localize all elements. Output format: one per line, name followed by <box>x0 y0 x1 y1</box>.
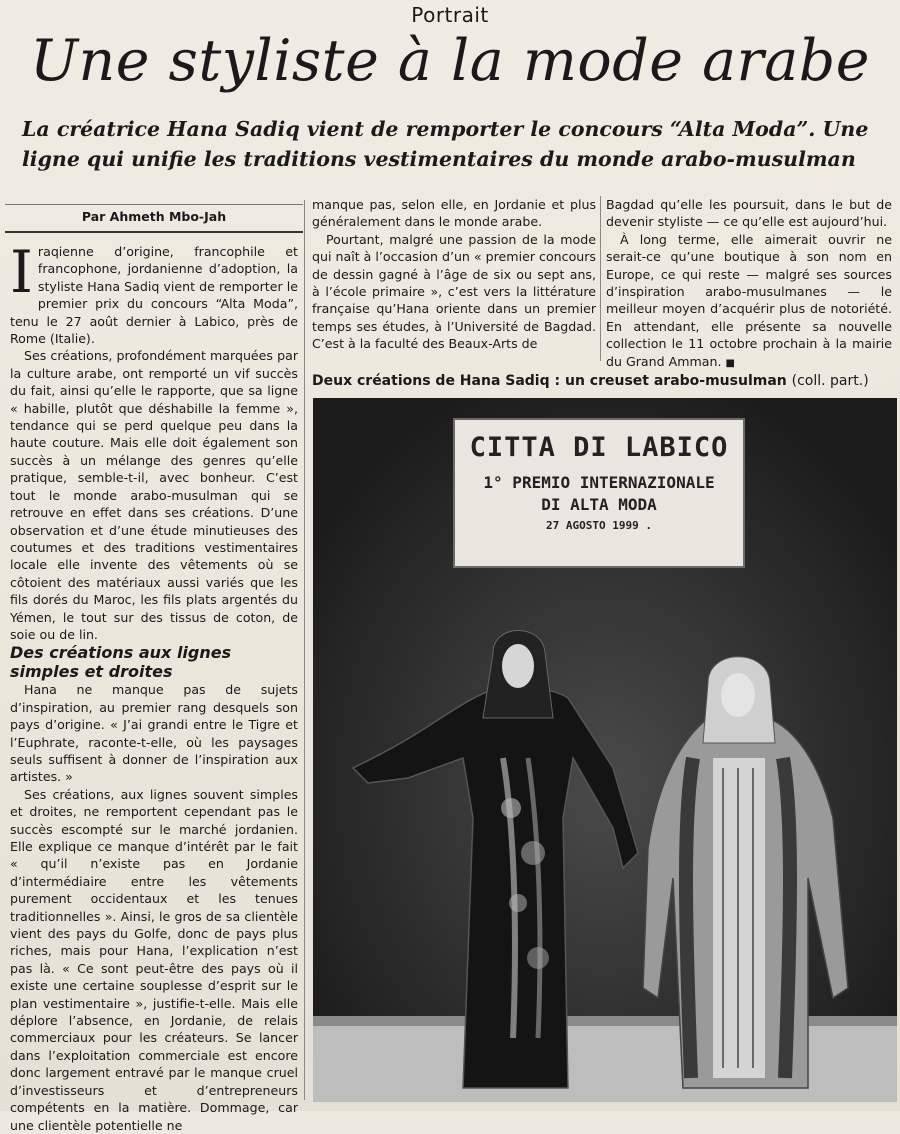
paragraph-6: Pourtant, malgré une passion de la mode qui naît à l’occasion d’un « premier concours de dessin gagné à l’âge de six ou sept ans, à l’école primaire », c’est vers la littérature française qu’Hana oriente dans un premier temps ses études, à l’Université de Bagdad. C’est à la faculté des Beaux-Arts de <box>312 231 596 352</box>
article-standfirst: La créatrice Hana Sadiq vient de remporter le concours “Alta Moda”. Une ligne qui unifie les traditions vestimentaires du monde arabo-musulman <box>22 117 869 171</box>
paragraph-1 <box>10 238 298 347</box>
end-mark: ■ <box>725 357 735 369</box>
banner-line-2: 1° PREMIO INTERNAZIONALE <box>483 473 715 492</box>
paragraph-1-text: raqienne d’origine, francophile et francophone, jordanienne d’adoption, la styliste Hana Sadiq vient de remporter le premier prix du concours “Alta Moda”, tenu le 27 août dernier à Labico, près de Rome (Italie). <box>10 244 298 347</box>
column-2 <box>312 196 596 353</box>
column-rule <box>304 200 305 1100</box>
competition-banner <box>453 418 745 568</box>
paragraph-7: Bagdad qu’elle les poursuit, dans le but de devenir styliste — ce qu’elle est aujourd’hui. <box>606 197 892 230</box>
paragraph-4: Ses créations, aux lignes souvent simples et droites, ne remportent cependant pas le succès escompté sur le marché jordanien. Elle explique ce manque d’intérêt par le fait « qu’il n’existe pas en Jordanie d’intermédiaire entre les vêtements purement occidentaux et les tenues traditionnelles ». Ainsi, le gros de sa clientèle vient des pays du Golfe, donc de pays plus riches, mais pour Hana, l’explication n’est pas là. « Ce sont peut-être des pays où il existe une certaine souplesse d’esprit sur le plan vestimentaire », justifie-t-elle. Mais elle déplore l’absence, en Jordanie, de relais commerciaux pour les créateurs. Se lancer dans l’exploitation commerciale est encore donc largement entravé par le manque cruel d’investisseurs et d’entrepreneurs compétents en la matière. Dommage, car une clientèle potentielle ne <box>10 786 298 1133</box>
caption-credit: (coll. part.) <box>791 373 869 389</box>
banner-line-1: CITTA DI LABICO <box>469 432 729 463</box>
byline-box <box>5 204 303 233</box>
paragraph-5: manque pas, selon elle, en Jordanie et plus généralement dans le monde arabe. <box>312 197 596 230</box>
column-1 <box>10 238 298 1134</box>
runway-floor <box>313 1023 897 1102</box>
runway-photo <box>313 398 897 1102</box>
paragraph-3: Hana ne manque pas de sujets d’inspiration, au premier rang desquels son pays d’origine. « J’ai grandi entre le Tigre et l’Euphrate, raconte-t-elle, où les paysages seuls suffisent à donner de l’inspiration aux artistes. » <box>10 682 298 785</box>
runway-edge <box>313 1016 897 1026</box>
banner-line-4: 27 AGOSTO 1999 . <box>546 519 652 532</box>
section-subhead: Des créations aux lignes simples et droites <box>10 643 232 682</box>
column-3 <box>606 196 892 372</box>
paragraph-2: Ses créations, profondément marquées par la culture arabe, ont remporté un vif succès du fait, ainsi qu’elle le rapporte, que sa ligne « habille, plutôt que déshabille la femme », tendance qui se perd quelque peu dans la haute couture. Mais elle doit également son succès à un mélange des genres qu’elle pratique, semble-t-il, avec bonheur. C’est tout le monde arabo-musulman qui se retrouve en effet dans ses créations. D’une observation et d’une étude minutieuses des coutumes et des traditions vestimentaires locale elle invente des vêtements où se côtoient des matériaux aussi variés que les fils dorés du Maroc, les fils plats argentés du Yémen, le tout sur des tissus de coton, de soie ou de lin. <box>10 348 298 642</box>
column-rule <box>600 196 601 361</box>
section-kicker: Portrait <box>411 3 489 27</box>
banner-line-3: DI ALTA MODA <box>541 495 657 514</box>
drop-cap: I <box>10 238 33 306</box>
caption-text: Deux créations de Hana Sadiq : un creuset arabo-musulman <box>312 373 787 389</box>
paragraph-8-text: À long terme, elle aimerait ouvrir ne serait-ce qu’une boutique à son nom en Europe, ce qui reste — malgré ses sources d’inspiration arabo-musulmanes — le meilleur moyen d’acquérir plus de notoriété. En attendant, elle présente sa nouvelle collection le 11 octobre prochain à la mairie du Grand Amman. <box>606 231 892 369</box>
photo-caption <box>312 372 897 390</box>
paragraph-8 <box>606 231 892 372</box>
byline: Par Ahmeth Mbo-Jah <box>81 209 227 224</box>
article-headline: Une styliste à la mode arabe <box>30 28 870 94</box>
